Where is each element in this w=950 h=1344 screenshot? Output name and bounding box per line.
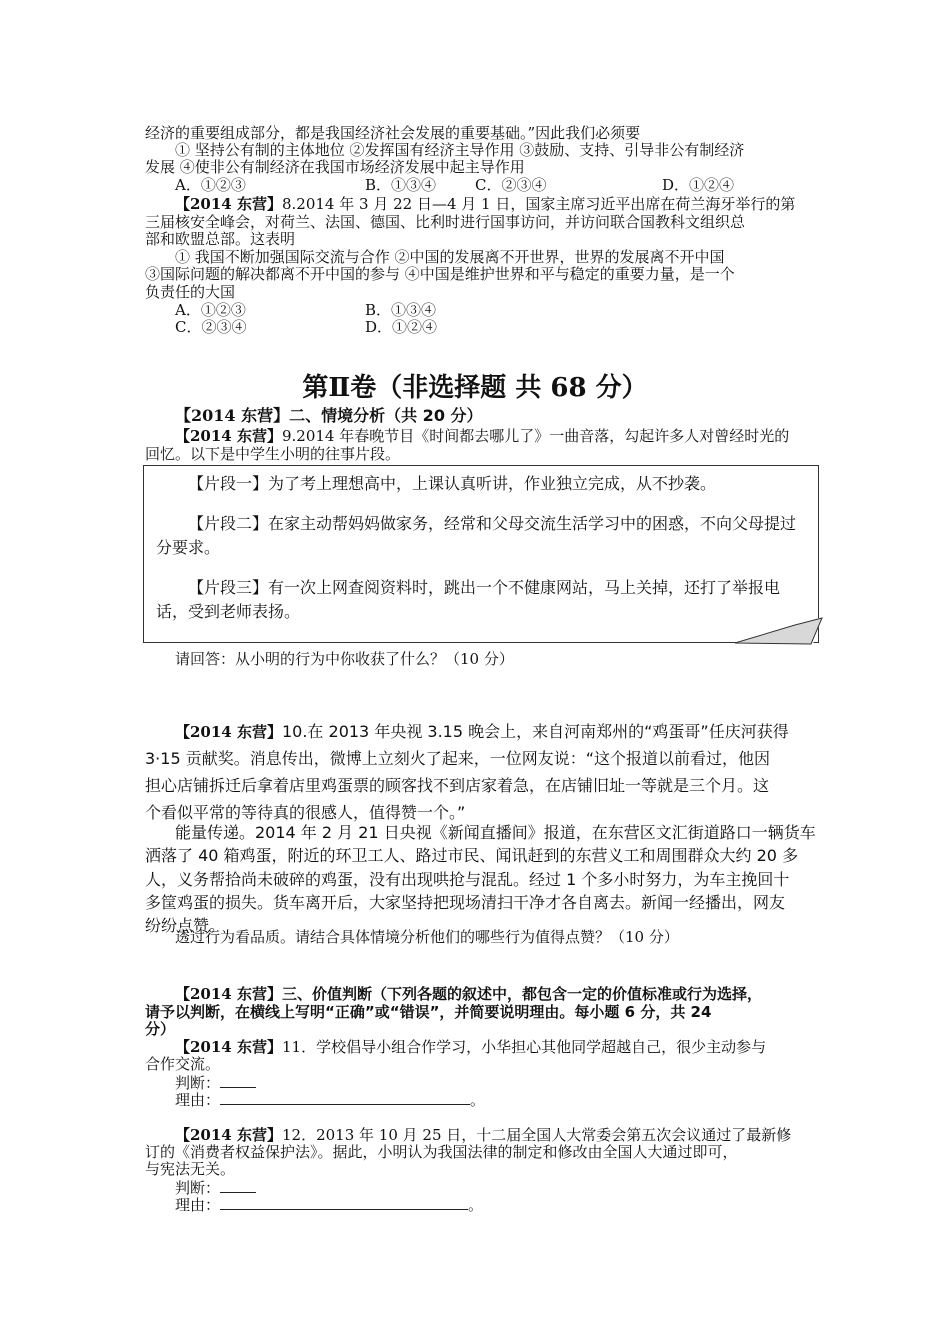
section2-title: 第Ⅱ卷（非选择题 共 68 分）	[302, 373, 648, 403]
q10-line4: 个看似平常的等待真的很感人，值得赞一个。”	[145, 803, 466, 822]
q10-p2-line3: 人，义务帮拾尚未破碎的鸡蛋，没有出现哄抢与混乱。经过 1 个多小时努力，为车主挽回十	[145, 870, 790, 889]
q10-p2-line2: 洒落了 40 箱鸡蛋，附近的环卫工人、路过市民、闻讯赶到的东营义工和周围群众大约 20 多	[145, 846, 799, 865]
q10-question: 透过行为看品质。请结合具体情境分析他们的哪些行为值得点赞？（10 分）	[175, 928, 679, 946]
q8-choice-b: B．①③④	[365, 301, 437, 319]
q8-option1: ① 我国不断加强国际交流与合作 ②中国的发展离不开世界，世界的发展离不开中国	[175, 248, 725, 266]
q7-choice-b: B．①③④	[365, 176, 437, 194]
q8-line3: 部和欧盟总部。这表明	[145, 230, 296, 248]
q7-choice-d: D．①②④	[662, 176, 735, 194]
fragment-1: 【片段一】为了考上理想高中，上课认真听讲，作业独立完成，从不抄袭。	[188, 474, 717, 493]
q10-p2-line5: 纷纷点赞。	[145, 916, 226, 935]
q9-tag: 【2014 东营】	[175, 427, 282, 445]
q12-judge: 判断：	[145, 1178, 256, 1197]
q12-line3: 与宪法无关。	[145, 1160, 236, 1178]
q12-line2: 订的《消费者权益保护法》。据此，小明认为我国法律的制定和修改由全国人大通过即可，	[145, 1143, 738, 1161]
q11-judge: 判断：	[145, 1073, 256, 1092]
q10-p2-line4: 多筐鸡蛋的损失。货车离开后，大家坚持把现场清扫干净才各自离去。新闻一经播出，网友	[145, 893, 786, 912]
q11-tag: 【2014 东营】	[175, 1038, 282, 1056]
q7-choice-c: C．②③④	[475, 176, 547, 194]
q12-line1: 【2014 东营】12．2013 年 10 月 25 日，十二届全国人大常委会第五次会议通过了最新修	[175, 1126, 792, 1144]
section3-tag: 【2014 东营】	[175, 985, 282, 1003]
fragments-box	[143, 465, 819, 643]
section3-line3: 分）	[145, 1020, 176, 1038]
section3-line1: 【2014 东营】三、价值判断（下列各题的叙述中，都包含一定的价值标准或行为选择，	[175, 985, 762, 1003]
q11-reason-blank[interactable]	[220, 1090, 470, 1105]
fragment-2: 【片段二】在家主动帮妈妈做家务，经常和父母交流生活学习中的困惑，不向父母提过分要求。	[156, 514, 797, 557]
q10-line1: 【2014 东营】10.在 2013 年央视 3.15 晚会上，来自河南郑州的“鸡蛋哥”任庆河获得	[175, 722, 789, 741]
section2-heading: 【2014 东营】二、情境分析（共 20 分）	[175, 406, 483, 425]
q9-line2: 回忆。以下是中学生小明的往事片段。	[145, 445, 401, 463]
q7-choice-a: A．①②③	[175, 176, 246, 194]
q8-option3: 负责任的大国	[145, 283, 236, 301]
q8-option2: ③国际问题的解决都离不开中国的参与 ④中国是维护世界和平与稳定的重要力量，是一个	[145, 265, 735, 283]
q8-choice-c: C．②③④	[175, 318, 247, 336]
q12-reason-blank[interactable]	[220, 1195, 468, 1210]
q11-reason: 理由： 。	[175, 1091, 486, 1109]
q9-question: 请回答：从小明的行为中你收获了什么？（10 分）	[175, 650, 514, 668]
q8-line2: 三届核安全峰会，对荷兰、法国、德国、比利时进行国事访问，并访问联合国教科文组织总	[145, 213, 746, 231]
q11-line2: 合作交流。	[145, 1055, 221, 1073]
q8-line1: 【2014 东营】8.2014 年 3 月 22 日—4 月 1 日，国家主席习近平出席在荷兰海牙举行的第	[175, 195, 796, 213]
q12-reason: 理由： 。	[175, 1196, 484, 1214]
fragment-3: 【片段三】有一次上网查阅资料时，跳出一个不健康网站，马上关掉，还打了举报电话，受到老师表扬。	[156, 578, 781, 621]
section3-line2: 请予以判断，在横线上写明“正确”或“错误”，并简要说明理由。每小题 6 分，共 24	[145, 1003, 712, 1021]
page-curl-icon	[733, 617, 823, 645]
q7-options-line2: 发展 ④使非公有制经济在我国市场经济发展中起主导作用	[145, 158, 525, 176]
q8-choice-a: A．①②③	[175, 301, 246, 319]
q12-judge-blank[interactable]	[220, 1178, 256, 1193]
q7-options-line1: ① 坚持公有制的主体地位 ②发挥国有经济主导作用 ③鼓励、支持、引导非公有制经济	[175, 141, 745, 159]
q8-choice-d: D．①②④	[365, 318, 438, 336]
q10-line2: 3·15 贡献奖。消息传出，微博上立刻火了起来，一位网友说：“这个报道以前看过，他因	[145, 749, 771, 768]
q11-line1: 【2014 东营】11．学校倡导小组合作学习，小华担心其他同学超越自己，很少主动参与	[175, 1038, 767, 1056]
q10-p2-line1: 能量传递。2014 年 2 月 21 日央视《新闻直播间》报道，在东营区文汇街道路口一辆货车	[175, 823, 816, 842]
q11-judge-blank[interactable]	[220, 1073, 256, 1088]
q7-choices	[145, 176, 734, 194]
q10-line3: 担心店铺拆迁后拿着店里鸡蛋票的顾客找不到店家着急，在店铺旧址一等就是三个月。这	[145, 776, 770, 795]
q9-line1: 【2014 东营】9.2014 年春晚节目《时间都去哪儿了》一曲音落，勾起许多人对曾经时光的	[175, 427, 790, 445]
q8-tag: 【2014 东营】	[175, 195, 282, 213]
q12-tag: 【2014 东营】	[175, 1126, 282, 1144]
q10-tag: 【2014 东营】	[175, 723, 282, 741]
q7-stem-cont: 经济的重要组成部分，都是我国经济社会发展的重要基础。”因此我们必须要	[145, 124, 641, 142]
q8-choices-row2	[145, 318, 437, 336]
q8-choices-row1	[145, 301, 436, 319]
